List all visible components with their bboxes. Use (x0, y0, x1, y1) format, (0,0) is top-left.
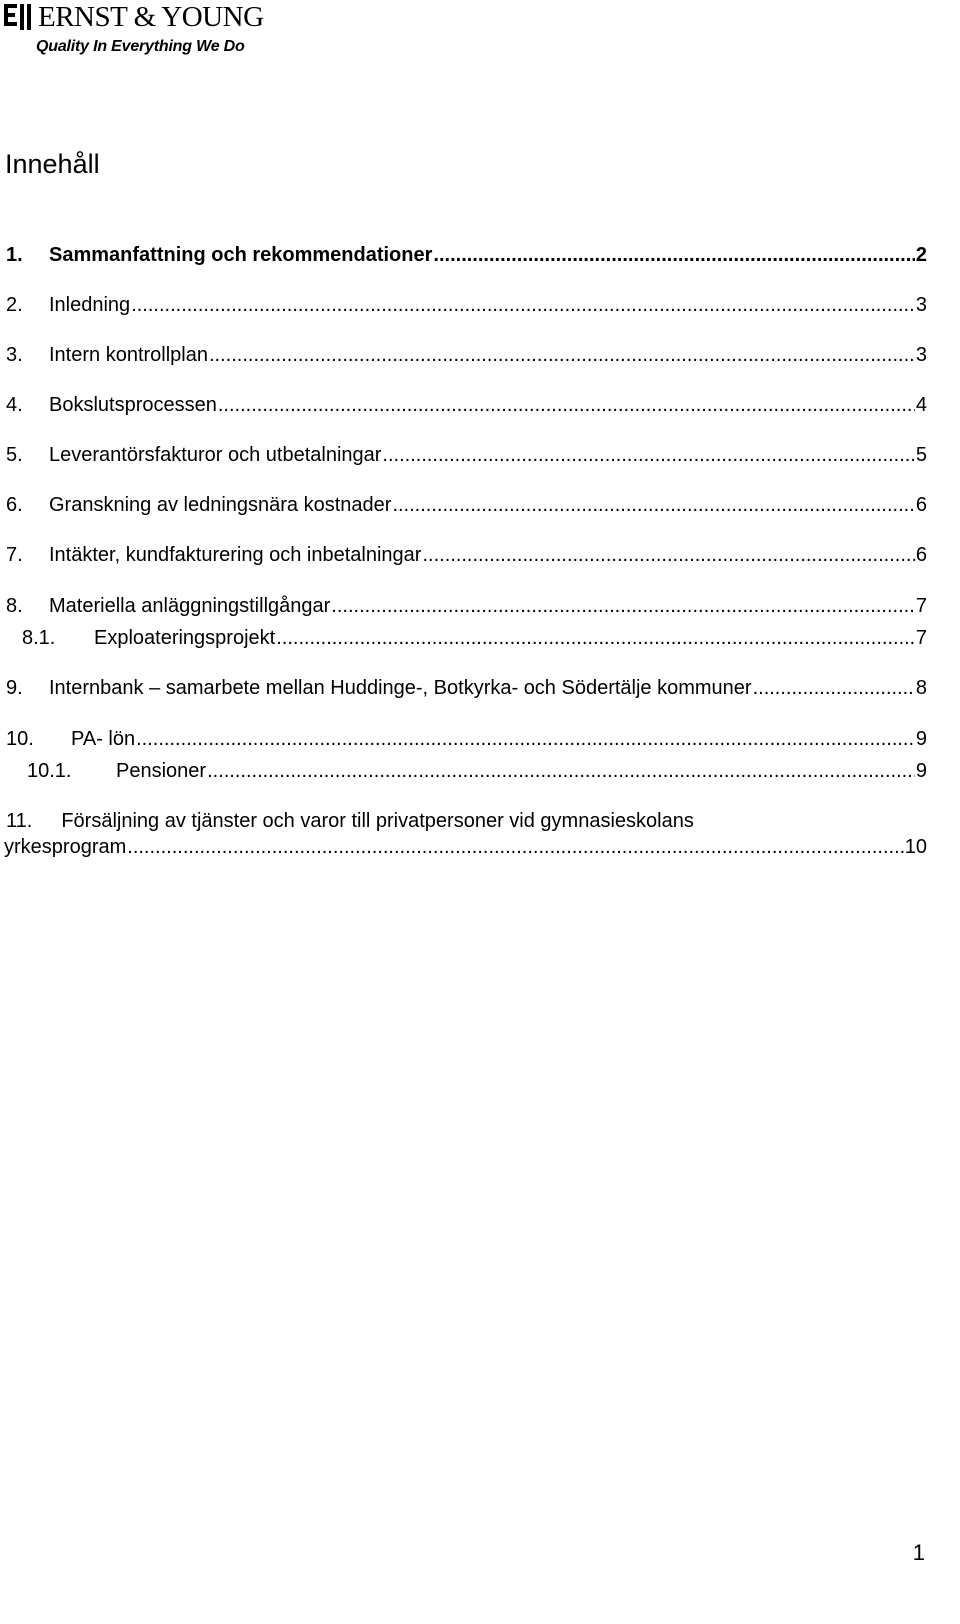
toc-entry-9[interactable] (6, 676, 927, 700)
toc-entry-number: 9. (6, 677, 23, 699)
toc-entry-4[interactable] (6, 393, 927, 417)
toc-dot-leader (753, 676, 915, 700)
toc-entry-6[interactable] (6, 493, 927, 517)
toc-entry-label: Intern kontrollplan (49, 344, 208, 366)
toc-entry-3[interactable] (6, 343, 927, 367)
toc-entry-label: Sammanfattning och rekommendationer (49, 244, 433, 266)
toc-entry-page: 9 (915, 728, 927, 750)
toc-entry-number: 8. (6, 595, 23, 617)
toc-entry-number: 8.1. (22, 627, 56, 649)
toc-entry-number: 10.1. (27, 760, 72, 782)
toc-entry-label: Exploateringsprojekt (94, 627, 276, 649)
toc-entry-page: 7 (915, 627, 927, 649)
toc-entry-label: Internbank – samarbete mellan Huddinge-, Botkyrka- och Södertälje kommuner (49, 677, 752, 699)
toc-entry-label: Granskning av ledningsnära kostnader (49, 494, 392, 516)
toc-entry-number: 10. (6, 728, 34, 750)
toc-dot-leader (276, 626, 915, 650)
toc-entry-number: 5. (6, 444, 23, 466)
ey-logo-mark-icon (4, 4, 34, 30)
toc-dot-leader (136, 727, 915, 751)
toc-entry-page: 7 (915, 595, 927, 617)
toc-dot-leader (331, 594, 915, 618)
page-number: 1 (912, 1540, 925, 1565)
toc-entry-page: 3 (915, 344, 927, 366)
toc-entry-number: 4. (6, 394, 23, 416)
toc-dot-leader (131, 293, 915, 317)
toc-entry-label: Inledning (49, 294, 131, 316)
toc-entry-page: 10 (904, 836, 927, 858)
toc-entry-number: 1. (6, 244, 23, 266)
toc-entry-label: Pensioner (116, 760, 207, 782)
toc-entry-label-line1: Försäljning av tjänster och varor till privatpersoner vid gymnasieskolans (61, 810, 694, 832)
toc-dot-leader (433, 243, 914, 267)
toc-entry-label: Materiella anläggningstillgångar (49, 595, 331, 617)
toc-entry-1[interactable] (6, 243, 927, 267)
toc-entry-number: 11. (6, 810, 33, 832)
ernst-young-logo (4, 1, 264, 58)
toc-entry-number: 6. (6, 494, 23, 516)
toc-entry-label: Leverantörsfakturor och utbetalningar (49, 444, 382, 466)
toc-entry-7[interactable] (6, 543, 927, 567)
toc-entry-number: 2. (6, 294, 23, 316)
toc-entry-label: Intäkter, kundfakturering och inbetalningar (49, 544, 422, 566)
toc-entry-label-line2: yrkesprogram (4, 836, 127, 858)
toc-entry-5[interactable] (6, 443, 927, 467)
toc-entry-8[interactable] (6, 594, 927, 618)
toc-entry-10[interactable] (6, 727, 927, 751)
toc-entry-11[interactable] (6, 809, 927, 861)
toc-entry-number: 3. (6, 344, 23, 366)
toc-entry-page: 3 (915, 294, 927, 316)
toc-dot-leader (422, 543, 914, 567)
toc-entry-10-1[interactable] (27, 759, 927, 783)
toc-entry-label: PA- lön (71, 728, 136, 750)
toc-dot-leader (392, 493, 914, 517)
toc-dot-leader (209, 343, 915, 367)
toc-entry-page: 6 (915, 494, 927, 516)
toc-heading: Innehåll (5, 149, 100, 179)
toc-entry-2[interactable] (6, 293, 927, 317)
toc-entry-page: 5 (915, 444, 927, 466)
toc-entry-label: Bokslutsprocessen (49, 394, 217, 416)
toc-dot-leader (127, 835, 903, 859)
toc-entry-page: 6 (915, 544, 927, 566)
toc-entry-page: 9 (915, 760, 927, 782)
logo-tagline: Quality In Everything We Do (36, 38, 245, 55)
toc-entry-number: 7. (6, 544, 23, 566)
logo-company-name: ERNST & YOUNG (38, 1, 264, 33)
toc-entry-page: 2 (915, 244, 927, 266)
toc-entry-page: 8 (915, 677, 927, 699)
toc-entry-8-1[interactable] (22, 626, 927, 650)
toc-dot-leader (382, 443, 914, 467)
toc-dot-leader (218, 393, 915, 417)
toc-dot-leader (207, 759, 915, 783)
toc-entry-page: 4 (915, 394, 927, 416)
